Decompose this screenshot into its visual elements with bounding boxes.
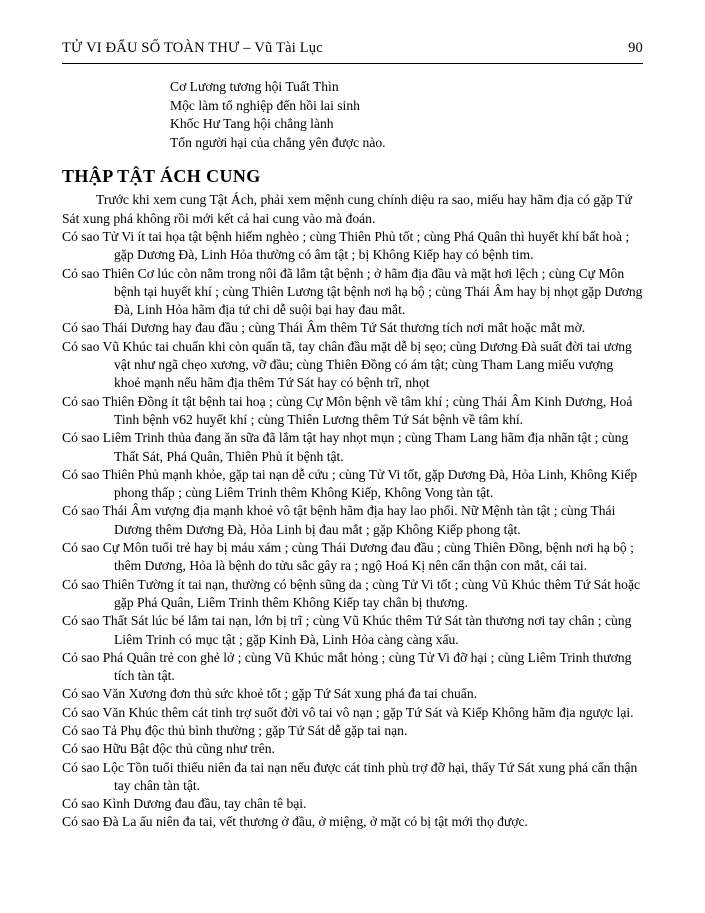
paragraph: Có sao Vũ Khúc tai chuẩn khi còn quấn tã, tay chân đầu mặt dễ bị sẹo; cùng Dương Đà suất đời tai ương vật như ngã chẹo xương, vỡ đầu; cùng Thiên Đồng có ám tật; cùng Tham Lang miếu vượng khoẻ mạnh nếu hãm địa thêm Tứ Sát hay có bệnh trĩ, nhọt [62, 338, 632, 391]
verse-line: Cơ Lương tương hội Tuất Thìn [170, 79, 339, 94]
paragraph: Có sao Tử Vi ít tai họa tật bệnh hiểm nghèo ; cùng Thiên Phủ tốt ; cùng Phá Quân thì huyết khí bất hoà ; gặp Dương Đà, Linh Hỏa thường có âm tật ; bị Không Kiếp hay có bệnh tim. [62, 228, 630, 263]
verse-block [170, 78, 643, 152]
paragraph: Có sao Thiên Phủ mạnh khỏe, gặp tai nạn dễ cứu ; cùng Tử Vi tốt, gặp Dương Đà, Hỏa Linh, Không Kiếp phong thấp ; cùng Liêm Trinh thêm Không Kiếp, Không Vong tàn tật. [62, 466, 638, 501]
paragraph: Có sao Kình Dương đau đầu, tay chân tê bại. [62, 796, 307, 812]
paragraph: Có sao Cự Môn tuổi trẻ hay bị máu xám ; cùng Thái Dương đau đầu ; cùng Thiên Đồng, bệnh nơi hạ bộ ; thêm Dương, Hỏa là bệnh do tửu sắc gây ra ; ngộ Hoá Kị nên cẩn thận con mắt, cái tai. [62, 540, 634, 574]
section-title: THẬP TẬT ÁCH CUNG [62, 166, 261, 187]
paragraph: Có sao Văn Xương đơn thủ sức khoẻ tốt ; gặp Tứ Sát xung phá đa tai chuẩn. [62, 686, 478, 702]
paragraph: Có sao Tả Phụ độc thủ bình thường ; gặp Tứ Sát dễ gặp tai nạn. [62, 722, 408, 738]
paragraph: Có sao Thái Dương hay đau đầu ; cùng Thái Âm thêm Tứ Sát thương tích nơi mắt hoặc mắt mờ. [62, 320, 586, 336]
paragraph: Có sao Phá Quân trẻ con ghẻ lở ; cùng Vũ Khúc mắt hỏng ; cùng Tử Vi đỡ hại ; cùng Liêm Trinh thương tích tàn tật. [62, 649, 632, 684]
paragraph: Có sao Văn Khúc thêm cát tinh trợ suốt đời vô tai vô nạn ; gặp Tứ Sát và Kiếp Không hãm địa ngược lại. [62, 704, 634, 720]
paragraph: Có sao Thiên Tường ít tai nạn, thường có bệnh sũng da ; cùng Tử Vi tốt ; cùng Vũ Khúc thêm Tứ Sát hoặc gặp Phá Quân, Liêm Trinh thêm Không Kiếp tay chân bị thương. [62, 576, 641, 610]
paragraph: Trước khi xem cung Tật Ách, phải xem mệnh cung chính diệu ra sao, miếu hay hãm địa có gặp Tứ Sát xung phá không rồi mới kết cả hai cung vào mà đoán. [62, 192, 632, 226]
verse-line: Khốc Hư Tang hội chẳng lành [170, 116, 334, 132]
paragraph: Có sao Thái Âm vượng địa mạnh khoẻ vô tật bệnh hãm địa hay lao phổi. Nữ Mệnh tàn tật ; cùng Thái Dương thêm Dương Đà, Hỏa Linh bị đau mắt ; gặp Không Kiếp phong tật. [62, 503, 616, 537]
paragraph: Có sao Hữu Bật độc thủ cũng như trên. [62, 741, 275, 757]
verse-line: Tốn người hại của chẳng yên được nào. [170, 134, 386, 150]
paragraph: Có sao Liêm Trinh thủa đang ăn sữa đã lắm tật hay nhọt mụn ; cùng Tham Lang hãm địa nhãn tật ; cùng Thất Sát, Phá Quân, Thiên Phủ ít bệnh tật. [62, 430, 629, 464]
paragraph: Có sao Thất Sát lúc bé lắm tai nạn, lớn bị trĩ ; cùng Vũ Khúc thêm Tứ Sát tàn thương nơi tay chân ; cùng Liêm Trinh có mục tật ; gặp Kinh Đà, Linh Hỏa càng càng xấu. [62, 613, 632, 647]
paragraph: Có sao Thiên Đồng ít tật bệnh tai hoạ ; cùng Cự Môn bệnh về tâm khí ; cùng Thái Âm Kinh Dương, Hoả Tinh bệnh v62 huyết khí ; cùng Thiên Lương thêm Tứ Sát bệnh về tâm khí. [62, 393, 633, 427]
header-title: TỬ VI ĐẨU SỐ TOÀN THƯ – Vũ Tài Lục [62, 40, 323, 56]
verse-line: Mộc làm tổ nghiệp đến hồi lai sinh [170, 97, 360, 113]
header-page-number: 90 [628, 40, 643, 56]
header-divider [62, 63, 643, 64]
paragraph: Có sao Thiên Cơ lúc còn nằm trong nôi đã lắm tật bệnh ; ở hãm địa đầu và mặt hơi lệch ; cùng Cự Môn bệnh tại huyết khí ; cùng Thiên Lương tật bệnh nơi hạ bộ ; cùng Thái Âm hay bị nhọt gặp Dương Đà, Linh Hỏa hãm địa tứ chi dễ suội bại hay đau mắt. [62, 265, 643, 318]
paragraph: Có sao Lộc Tồn tuổi thiếu niên đa tai nạn nếu được cát tinh phù trợ đỡ hại, thấy Tứ Sát xung phá cẩn thận tay chân tàn tật. [62, 759, 638, 793]
paragraph: Có sao Đà La ấu niên đa tai, vết thương ở đầu, ở miệng, ở mặt có bị tật mới thọ được. [62, 814, 528, 830]
page-header [62, 40, 643, 57]
